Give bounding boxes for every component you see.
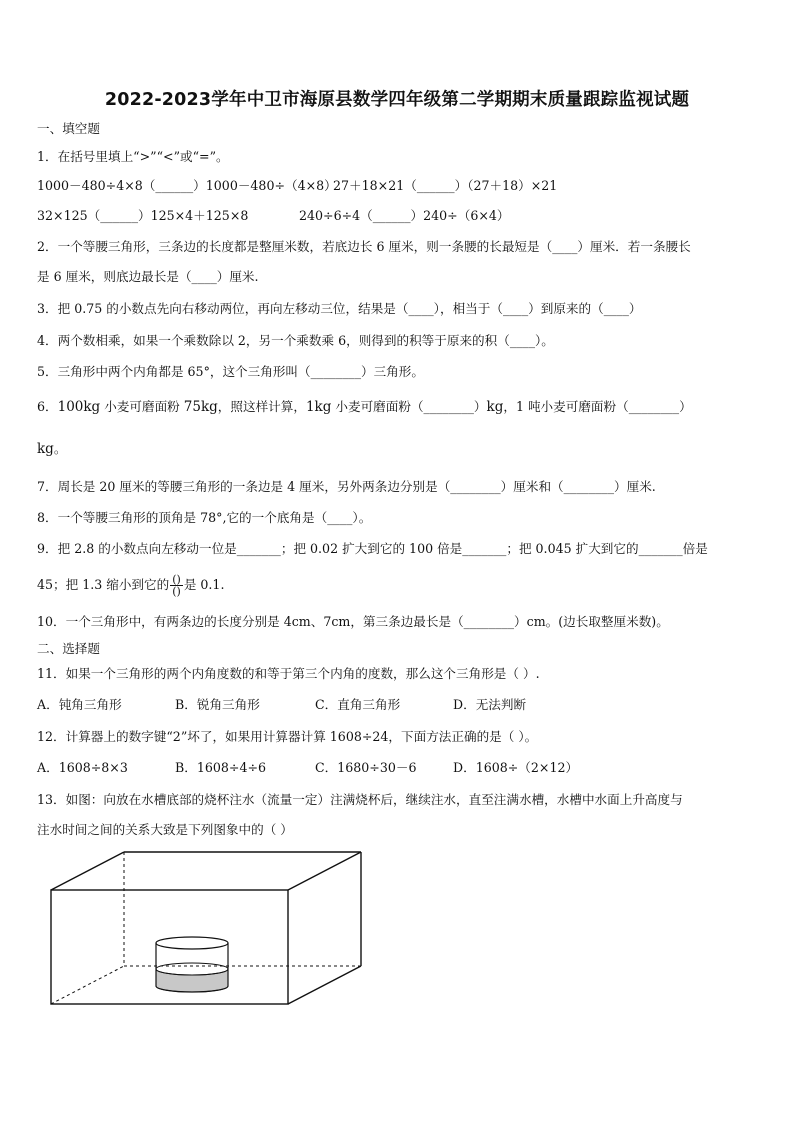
q6-text3: 小麦可磨面粉（________） bbox=[331, 399, 487, 414]
tank-edge-bottom-right bbox=[288, 966, 361, 1004]
q6-text2: ，照这样计算， bbox=[217, 399, 306, 414]
q7: 7．周长是 20 厘米的等腰三角形的一条边是 4 厘米，另外两条边分别是（________）厘米和（________）厘米. bbox=[37, 479, 656, 494]
q1-row2b: 240÷6÷4（______）240÷（6×4） bbox=[299, 208, 510, 223]
tank-edge-top-right bbox=[288, 852, 361, 890]
beaker bbox=[156, 937, 228, 992]
q5: 5．三角形中两个内角都是 65°，这个三角形叫（________）三角形。 bbox=[37, 364, 424, 379]
q9-fraction-numerator: () bbox=[172, 573, 181, 586]
q1-row1b: 27＋18×21（______）（27＋18）×21 bbox=[333, 178, 558, 193]
q6-num: 6． bbox=[37, 399, 58, 414]
q12-stem: 12．计算器上的数字键“2”坏了，如果用计算器计算 1608÷24，下面方法正确的是（ ）。 bbox=[37, 729, 538, 744]
q9-line2 bbox=[37, 574, 224, 597]
q2-line1: 2．一个等腰三角形，三条边的长度都是整厘米数，若底边长 6 厘米，则一条腰的长最短是（____）厘米．若一条腰长 bbox=[37, 239, 691, 254]
q13-line1: 13．如图：向放在水槽底部的烧杯注水（流量一定）注满烧杯后，继续注水，直至注满水槽，水槽中水面上升高度与 bbox=[37, 792, 683, 807]
q9-line2-text-b: 是 0.1. bbox=[183, 577, 225, 592]
q12-option-a: A．1608÷8×3 bbox=[37, 760, 128, 775]
q6-math-kg: kg bbox=[486, 399, 504, 415]
q11-option-c: C．直角三角形 bbox=[315, 697, 401, 712]
q8: 8．一个等腰三角形的顶角是 78°,它的一个底角是（____）。 bbox=[37, 510, 372, 525]
q12-option-c: C．1680÷30－6 bbox=[315, 760, 417, 775]
q6-text4: ，1 吨小麦可磨面粉（________） bbox=[503, 399, 692, 414]
q9-fraction-denominator: () bbox=[172, 585, 181, 598]
q3: 3．把 0.75 的小数点先向右移动两位，再向左移动三位，结果是（____），相当于（____）到原来的（____） bbox=[37, 301, 642, 316]
q6-line1 bbox=[37, 398, 692, 416]
q10: 10．一个三角形中，有两条边的长度分别是 4cm、7cm，第三条边最长是（________）cm。(边长取整厘米数)。 bbox=[37, 614, 669, 629]
page-title: 2022-2023学年中卫市海原县数学四年级第二学期期末质量跟踪监视试题 bbox=[104, 90, 690, 110]
water-tank-figure bbox=[40, 848, 370, 1013]
water-surface bbox=[156, 963, 228, 975]
q9-line2-text-a: 45；把 1.3 缩小到它的 bbox=[37, 577, 170, 592]
q11-option-b: B．锐角三角形 bbox=[175, 697, 260, 712]
q1-row2a: 32×125（______）125×4＋125×8 bbox=[37, 208, 249, 223]
q6-math-75kg: 75kg bbox=[183, 399, 218, 415]
q2-line2: 是 6 厘米，则底边最长是（____）厘米. bbox=[37, 269, 259, 284]
beaker-water bbox=[156, 969, 228, 992]
q11-option-a: A．钝角三角形 bbox=[37, 697, 122, 712]
q6-text5: 。 bbox=[53, 441, 67, 456]
q11-option-d: D．无法判断 bbox=[453, 697, 527, 712]
section-choice-heading: 二、选择题 bbox=[37, 641, 100, 656]
q4: 4．两个数相乘，如果一个乘数除以 2，另一个乘数乘 6，则得到的积等于原来的积（____）。 bbox=[37, 333, 554, 348]
q11-stem: 11．如果一个三角形的两个内角度数的和等于第三个内角的度数，那么这个三角形是（ ）. bbox=[37, 666, 540, 681]
q6-text1: 小麦可磨面粉 bbox=[100, 399, 184, 414]
section-fill-heading: 一、填空题 bbox=[37, 121, 100, 136]
beaker-rim bbox=[156, 937, 228, 949]
q13-line2: 注水时间之间的关系大致是下列图象中的（ ） bbox=[37, 822, 293, 837]
q1-stem: 1．在括号里填上“>”“<”或“=”。 bbox=[37, 149, 229, 164]
q12-option-b: B．1608÷4÷6 bbox=[175, 760, 267, 775]
q9-fraction bbox=[170, 574, 183, 597]
q9-line1: 9．把 2.8 的小数点向左移动一位是_______；把 0.02 扩大到它的 100 倍是_______；把 0.045 扩大到它的_______倍是 bbox=[37, 541, 708, 556]
q12-option-d: D．1608÷（2×12） bbox=[453, 760, 579, 775]
q6-math-100kg: 100kg bbox=[57, 399, 101, 415]
tank-edge-top-left bbox=[51, 852, 124, 890]
tank-hidden-bottom-left bbox=[51, 966, 124, 1004]
q6-math-kg-unit: kg bbox=[37, 441, 54, 457]
q6-line2 bbox=[37, 440, 66, 458]
q6-math-1kg: 1kg bbox=[305, 399, 332, 415]
q1-row1a: 1000－480÷4×8（______）1000－480÷（4×8） bbox=[37, 178, 337, 193]
